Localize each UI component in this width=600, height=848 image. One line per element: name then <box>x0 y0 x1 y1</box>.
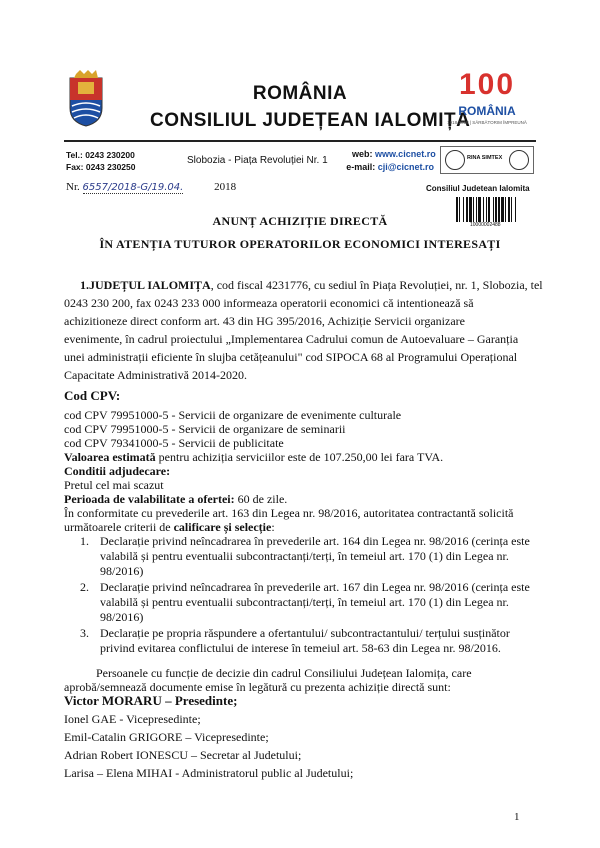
centenary-number: 100 <box>458 68 516 101</box>
certification-seal-icon <box>445 150 465 170</box>
criteria-line: Declarație privind neîncadrarea în prevederile art. 167 din Legea nr. 98/2016 (cerința este <box>100 580 530 594</box>
intro-line-5: unei administrații eficiente în slujba cetățeanului" cod SIPOCA 68 al Programului Operațional <box>64 350 518 364</box>
person-entry: Adrian Robert IONESCU – Secretar al Judetului; <box>64 748 302 762</box>
registry-stamp-label: Consiliul Judetean Ialomita <box>426 184 530 193</box>
intro-line-1-text: , cod fiscal 4231776, cu sediul în Piața Revoluției, nr. 1, Slobozia, tel <box>210 278 543 292</box>
validity-text: 60 de zile. <box>234 492 288 506</box>
intro-line-6: Capacitate Administrativă 2014-2020. <box>64 368 247 382</box>
estimated-value-label: Valoarea estimată <box>64 450 156 464</box>
person-entry: Emil-Catalin GRIGORE – Vicepresedinte; <box>64 730 269 744</box>
criteria-line: privind evitarea conflictului de interese în temeiul art. 58-63 din Legea nr. 98/2016. <box>100 641 501 655</box>
qualification-post: : <box>271 520 275 534</box>
validity-period <box>64 492 287 506</box>
criteria-line: 98/2016) <box>100 564 144 578</box>
conditions-text: Pretul cel mai scazut <box>64 478 164 492</box>
header-institution: CONSILIUL JUDEȚEAN IALOMIȚA <box>150 110 471 131</box>
centenary-subtitle: 1918-2018 | SĂRBĂTORIM ÎMPREUNĂ <box>447 120 527 125</box>
announcement-title: ANUNȚ ACHIZIȚIE DIRECTĂ <box>212 214 388 228</box>
intro-line-1 <box>80 278 543 292</box>
registration-number <box>66 181 236 193</box>
criteria-line: Declarație pe propria răspundere a ofertantului/ subcontractantului/ terțului susținător <box>100 626 510 640</box>
cpv-item: cod CPV 79341000-5 - Servicii de publicitate <box>64 436 284 450</box>
cpv-item: cod CPV 79951000-5 - Servicii de organizare de seminarii <box>64 422 346 436</box>
validity-label: Perioada de valabilitate a ofertei: <box>64 492 235 506</box>
centenary-label: ROMÂNIA <box>458 104 516 118</box>
intro-line-4: evenimente, în cadrul proiectului „Implementarea Cadrului comun de Autoevaluare – Garanția <box>64 332 519 346</box>
cpv-heading: Cod CPV: <box>64 388 121 403</box>
registration-year: 2018 <box>214 181 237 193</box>
address-info: Slobozia - Piața Revoluției Nr. 1 <box>187 155 328 166</box>
header-divider <box>64 140 536 142</box>
intro-county-name: 1.JUDEȚUL IALOMIȚA <box>80 278 211 292</box>
web-link[interactable]: www.cicnet.ro <box>375 149 436 159</box>
certification-seal2-icon <box>509 150 529 170</box>
barcode-number: 10000002488 <box>470 222 501 228</box>
cpv-item: cod CPV 79951000-5 - Servicii de organizare de evenimente culturale <box>64 408 402 422</box>
page-number: 1 <box>514 811 520 823</box>
certification-text: RINA SIMTEX <box>467 155 503 161</box>
tel-info: Tel.: 0243 230200 <box>66 150 135 160</box>
estimated-value <box>64 450 443 464</box>
person-president: Victor MORARU – Presedinte; <box>64 693 238 708</box>
criteria-number: 3. <box>80 626 89 640</box>
criteria-line: 98/2016) <box>100 610 144 624</box>
email-info <box>336 162 434 172</box>
county-coat-of-arms <box>68 70 104 128</box>
persons-intro-line-2: aprobă/semnează documente emise în legătură cu prezenta achiziție directă sunt: <box>64 680 451 694</box>
criteria-number: 2. <box>80 580 89 594</box>
intro-line-2: 0243 230 200, fax 0243 233 000 informeaza operatorii economici că intentionează să <box>64 296 474 310</box>
registration-nr-value: 6557/2018-G/19.04. <box>82 182 184 193</box>
conditions-heading: Conditii adjudecare: <box>64 464 171 478</box>
person-entry: Larisa – Elena MIHAI - Administratorul public al Judetului; <box>64 766 354 780</box>
header-country: ROMÂNIA <box>252 83 348 104</box>
criteria-line: valabilă și pentru eventualii subcontractanți/terți, în temeiul art. 170 (1) din Legea nr. <box>100 595 509 609</box>
registration-nr-label: Nr. <box>66 181 80 193</box>
announcement-subtitle: ÎN ATENȚIA TUTUROR OPERATORILOR ECONOMICI INTERESAȚI <box>99 237 501 251</box>
persons-intro-line-1: Persoanele cu funcție de decizie din cadrul Consiliului Județean Ialomița, care <box>96 666 472 680</box>
qualification-pre: următoarele criterii de <box>64 520 174 534</box>
web-label: web: <box>352 149 376 159</box>
email-label: e-mail: <box>346 162 378 172</box>
estimated-value-text: pentru achiziția serviciilor este de 107.250,00 lei fara TVA. <box>155 450 444 464</box>
qualification-line-2 <box>64 520 275 534</box>
web-info <box>352 149 434 159</box>
centenary-logo <box>447 68 527 134</box>
fax-info: Fax: 0243 230250 <box>66 162 136 172</box>
qualification-line-1: În conformitate cu prevederile art. 163 din Legea nr. 98/2016, autoritatea contractantă solicită <box>64 506 514 520</box>
qualification-bold: calificare și selecție <box>173 520 272 534</box>
person-entry: Ionel GAE - Vicepresedinte; <box>64 712 201 726</box>
certification-badge <box>440 146 534 174</box>
criteria-line: valabilă și pentru eventualii subcontractanți/terți, în temeiul art. 170 (1) din Legea nr. <box>100 549 509 563</box>
email-link[interactable]: cji@cicnet.ro <box>377 162 434 172</box>
criteria-line: Declarație privind neîncadrarea în prevederile art. 164 din Legea nr. 98/2016 (cerința este <box>100 534 530 548</box>
criteria-number: 1. <box>80 534 89 548</box>
intro-line-3: achizitioneze direct conform art. 43 din HG 395/2016, Achiziție Servicii organizare <box>64 314 465 328</box>
